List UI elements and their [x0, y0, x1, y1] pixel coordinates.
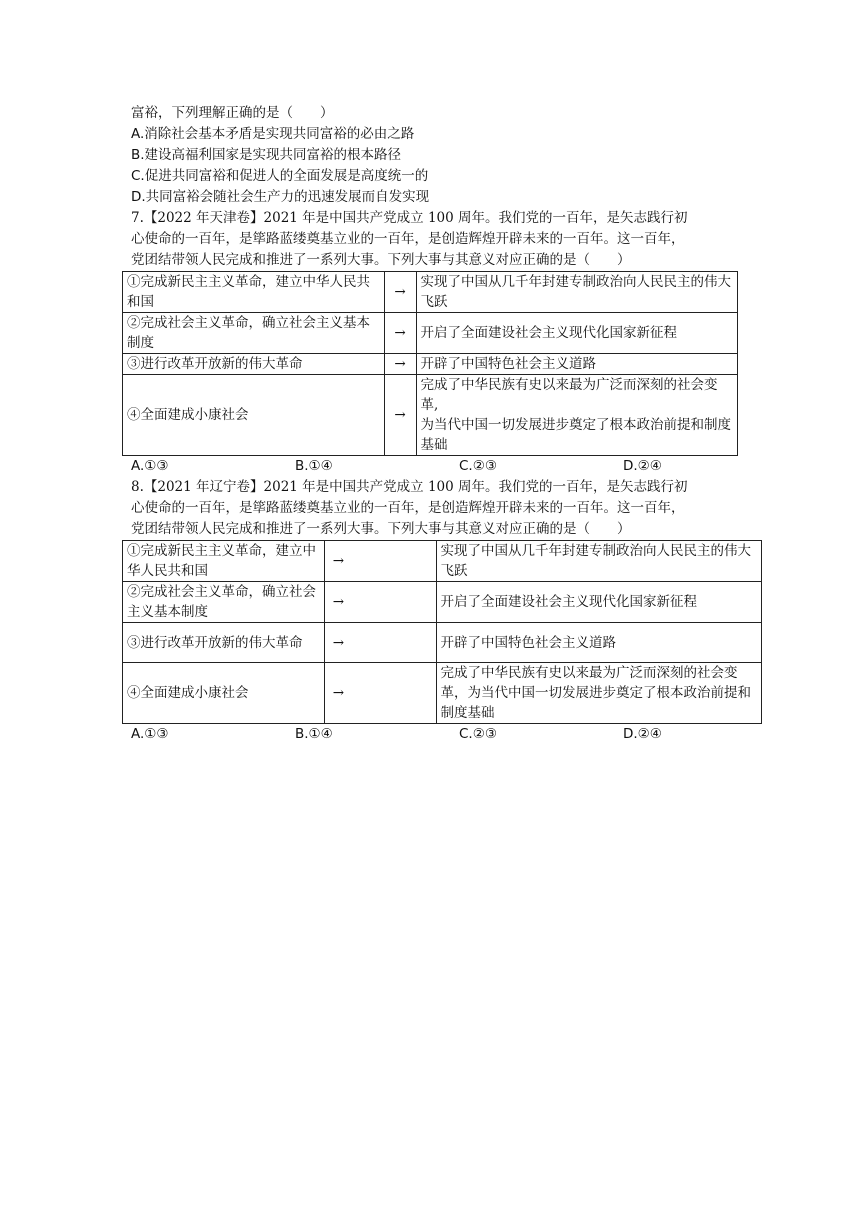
meaning-cell: 开启了全面建设社会主义现代化国家新征程: [436, 582, 761, 623]
question-7-stem-line: 7.【2022 年天津卷】2021 年是中国共产党成立 100 周年。我们党的一百年，是矢志践行初: [131, 210, 688, 226]
arrow-icon: →: [324, 541, 436, 582]
table-row: [123, 663, 762, 724]
question-7: [127, 208, 771, 477]
event-cell: ②完成社会主义革命，确立社会主义基本制度: [123, 582, 325, 623]
choice-b: B.①④: [295, 726, 333, 742]
question-8: [127, 477, 771, 745]
choice-d: D.②④: [623, 726, 662, 742]
choice-a: A.①③: [131, 726, 169, 742]
arrow-icon: →: [384, 313, 416, 354]
arrow-icon: →: [384, 354, 416, 375]
arrow-icon: →: [324, 623, 436, 663]
choice-c: C.②③: [459, 458, 497, 474]
question-7-stem-line: 党团结带领人民完成和推进了一系列大事。下列大事与其意义对应正确的是（ ）: [131, 252, 631, 268]
question-8-stem-line: 心使命的一百年，是筚路蓝缕奠基立业的一百年，是创造辉煌开辟未来的一百年。这一百年，: [131, 500, 685, 516]
option-c: C.促进共同富裕和促进人的全面发展是高度统一的: [131, 168, 429, 184]
question-6-stem-tail: 富裕，下列理解正确的是（ ）: [131, 105, 334, 121]
option-d: D.共同富裕会随社会生产力的迅速发展而自发实现: [131, 189, 430, 205]
arrow-icon: →: [324, 663, 436, 724]
event-cell: ①完成新民主主义革命，建立中华人民共和国: [123, 541, 325, 582]
choice-d: D.②④: [623, 458, 662, 474]
choice-c: C.②③: [459, 726, 497, 742]
table-row: [123, 272, 738, 313]
arrow-icon: →: [384, 375, 416, 456]
meaning-cell: 开辟了中国特色社会主义道路: [416, 354, 737, 375]
table-row: [123, 313, 738, 354]
arrow-icon: →: [324, 582, 436, 623]
question-7-table: [122, 271, 738, 456]
meaning-cell: [416, 375, 737, 456]
meaning-line: 完成了中华民族有史以来最为广泛而深刻的社会变革,: [420, 377, 718, 413]
meaning-cell: 完成了中华民族有史以来最为广泛而深刻的社会变革，为当代中国一切发展进步奠定了根本政治前提和制度基础: [436, 663, 761, 724]
question-8-stem-line: 党团结带领人民完成和推进了一系列大事。下列大事与其意义对应正确的是（ ）: [131, 521, 631, 537]
table-row: [123, 354, 738, 375]
meaning-cell: 开辟了中国特色社会主义道路: [436, 623, 761, 663]
question-7-choices: [131, 456, 771, 477]
event-cell: ④全面建成小康社会: [123, 375, 385, 456]
meaning-cell: 开启了全面建设社会主义现代化国家新征程: [416, 313, 737, 354]
question-8-table: [122, 540, 762, 724]
choice-b: B.①④: [295, 458, 333, 474]
question-8-choices: [131, 724, 771, 745]
event-cell: ③进行改革开放新的伟大革命: [123, 623, 325, 663]
event-cell: ②完成社会主义革命，确立社会主义基本制度: [123, 313, 385, 354]
table-row: [123, 375, 738, 456]
choice-a: A.①③: [131, 458, 169, 474]
question-6: [131, 103, 771, 208]
question-7-stem-line: 心使命的一百年，是筚路蓝缕奠基立业的一百年，是创造辉煌开辟未来的一百年。这一百年，: [131, 231, 685, 247]
option-b: B.建设高福利国家是实现共同富裕的根本路径: [131, 147, 402, 163]
event-cell: ④全面建成小康社会: [123, 663, 325, 724]
arrow-icon: →: [384, 272, 416, 313]
table-row: [123, 582, 762, 623]
meaning-cell: 实现了中国从几千年封建专制政治向人民民主的伟大飞跃: [416, 272, 737, 313]
meaning-line: 为当代中国一切发展进步奠定了根本政治前提和制度基础: [420, 417, 732, 453]
option-a: A.消除社会基本矛盾是实现共同富裕的必由之路: [131, 126, 415, 142]
table-row: [123, 623, 762, 663]
event-cell: ③进行改革开放新的伟大革命: [123, 354, 385, 375]
meaning-cell: 实现了中国从几千年封建专制政治向人民民主的伟大飞跃: [436, 541, 761, 582]
document-page: [127, 103, 771, 745]
question-8-stem-line: 8.【2021 年辽宁卷】2021 年是中国共产党成立 100 周年。我们党的一百年，是矢志践行初: [131, 479, 688, 495]
event-cell: ①完成新民主主义革命，建立中华人民共和国: [123, 272, 385, 313]
table-row: [123, 541, 762, 582]
